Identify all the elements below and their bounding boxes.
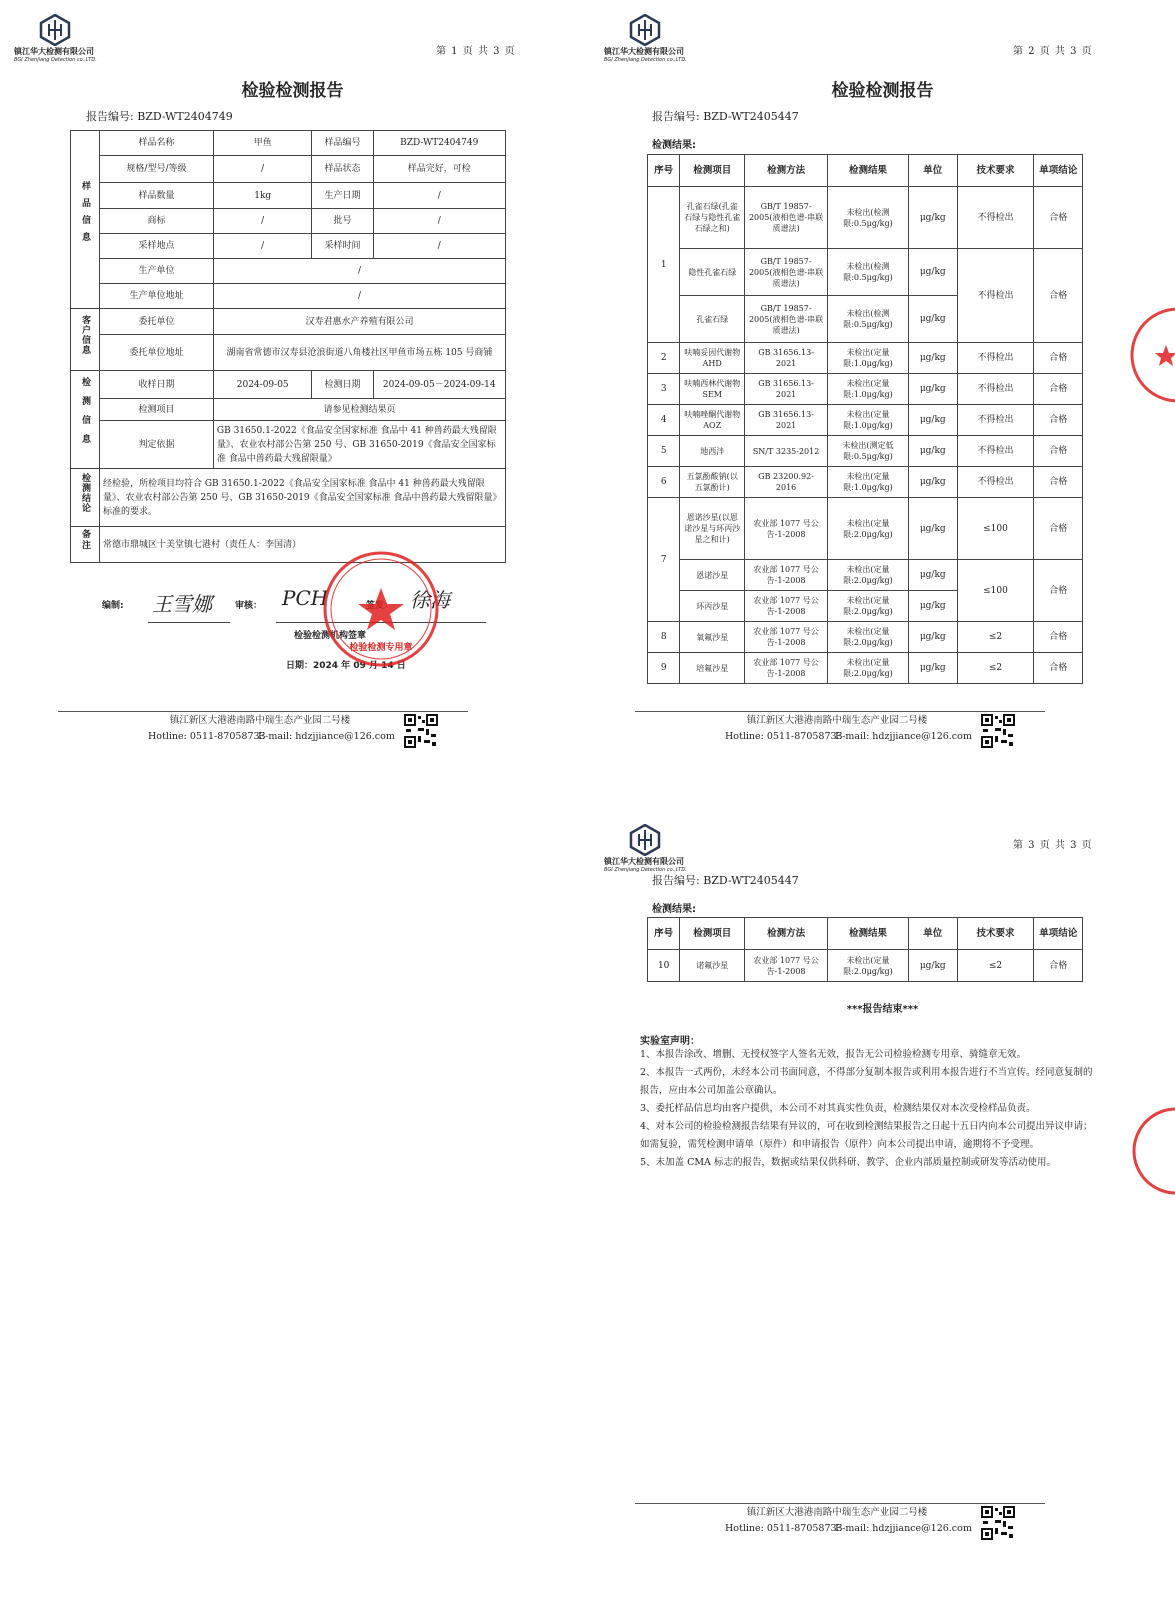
row-result: 未检出(定量限:2.0μg/kg)	[828, 653, 909, 684]
sample-code: BZD-WT2404749	[373, 131, 506, 156]
row-no: 2	[648, 343, 680, 374]
svg-text:检验检测专用章: 检验检测专用章	[349, 643, 413, 653]
company-name-en: BGI Zhenjiang Detection co.,LTD.	[14, 57, 97, 63]
section-sample-label: 样品信息	[80, 181, 90, 249]
items-label: 检测项目	[100, 399, 214, 421]
section-conclusion	[71, 469, 100, 527]
row-item: 呋喃唑酮代谢物 AOZ	[680, 405, 745, 436]
results-table	[647, 154, 1083, 684]
spec-label: 规格/型号/等级	[100, 156, 214, 183]
row-concl: 合格	[1034, 405, 1083, 436]
table-row	[648, 436, 1083, 467]
row-item: 呋喃西林代谢物 SEM	[680, 374, 745, 405]
row-no: 10	[648, 950, 680, 982]
company-logo	[604, 14, 704, 63]
footer-address: 镇江新区大港港南路中瑞生态产业园二号楼	[746, 715, 928, 726]
row-result: 未检出(定量限:2.0μg/kg)	[828, 950, 909, 982]
row-unit: μg/kg	[908, 343, 957, 374]
seam-seal-stamp	[1128, 305, 1175, 405]
row-req: 不得检出	[957, 374, 1034, 405]
col-header: 检测结果	[828, 155, 909, 187]
maker-addr-label: 生产单位地址	[100, 284, 214, 309]
row-method: GB/T 19857-2005(液相色谱-串联质谱法)	[745, 296, 828, 343]
tdate-label: 检测日期	[312, 371, 373, 399]
state-label: 样品状态	[312, 156, 373, 183]
table-row	[648, 343, 1083, 374]
row-concl: 合格	[1034, 950, 1083, 982]
row-concl: 合格	[1034, 343, 1083, 374]
company-logo-icon	[38, 14, 72, 46]
tdate-value: 2024-09-05－2024-09-14	[373, 371, 506, 399]
col-header: 检测项目	[680, 155, 745, 187]
row-unit: μg/kg	[908, 467, 957, 498]
row-item: 恩诺沙星	[680, 560, 745, 591]
col-header: 技术要求	[957, 155, 1034, 187]
reviewer-label: 审核：	[235, 601, 263, 611]
maker-addr-value: /	[213, 284, 505, 309]
editor-label: 编制:	[102, 601, 124, 611]
row-unit: μg/kg	[908, 249, 957, 296]
company-name-en: BGI Zhenjiang Detection co.,LTD.	[604, 57, 687, 63]
company-logo	[14, 14, 114, 63]
row-item: 氧氟沙星	[680, 622, 745, 653]
sample-name-label: 样品名称	[100, 131, 214, 156]
col-header: 序号	[648, 918, 680, 950]
table-row	[648, 187, 1083, 249]
row-result: 未检出(定量限:1.0μg/kg)	[828, 374, 909, 405]
col-header: 检测结果	[828, 918, 909, 950]
row-no: 4	[648, 405, 680, 436]
col-header: 单项结论	[1034, 918, 1083, 950]
client-addr-label: 委托单位地址	[100, 335, 214, 371]
col-header: 单位	[908, 155, 957, 187]
col-header: 检测方法	[745, 918, 828, 950]
editor-signature: 王雪娜	[152, 592, 212, 616]
row-req: 不得检出	[957, 249, 1034, 343]
pdate-value: /	[373, 183, 506, 209]
col-header: 技术要求	[957, 918, 1034, 950]
report-page-3	[590, 810, 1175, 1600]
section-remark-label: 备注	[80, 529, 90, 551]
row-method: 农业部 1077 号公告-1-2008	[745, 622, 828, 653]
org-seal-label: 检验检测机构签章	[294, 631, 367, 641]
footer-email: E-mail: hdzjjiance@126.com	[835, 731, 972, 742]
row-unit: μg/kg	[908, 653, 957, 684]
col-header: 单项结论	[1034, 155, 1083, 187]
items-value: 请参见检测结果页	[213, 399, 505, 421]
row-method: 农业部 1077 号公告-1-2008	[745, 498, 828, 560]
editor-sign-line	[148, 622, 230, 623]
company-logo	[604, 824, 704, 873]
report-title: 检验检测报告	[831, 81, 934, 101]
row-method: 农业部 1077 号公告-1-2008	[745, 591, 828, 622]
declaration-item: 5、未加盖 CMA 标志的报告，数据或结果仅供科研、教学、企业内部质量控制或研发等活动使用。	[640, 1157, 1056, 1168]
company-name-en: BGI Zhenjiang Detection co.,LTD.	[604, 867, 687, 873]
row-unit: μg/kg	[908, 436, 957, 467]
client-label: 委托单位	[100, 309, 214, 335]
declaration-title: 实验室声明：	[640, 1036, 700, 1047]
col-header: 单位	[908, 918, 957, 950]
row-unit: μg/kg	[908, 622, 957, 653]
row-item: 诺氟沙星	[680, 950, 745, 982]
section-remark	[71, 527, 100, 563]
remark-text: 常德市鼎城区十美堂镇七港村（责任人：李国清）	[100, 527, 506, 563]
state-value: 样品完好，可检	[373, 156, 506, 183]
row-item: 五氯酚酸钠(以五氯酚计)	[680, 467, 745, 498]
batch-value: /	[373, 209, 506, 234]
row-method: GB 31656.13-2021	[745, 343, 828, 374]
row-result: 未检出(定量限:2.0μg/kg)	[828, 622, 909, 653]
row-req: 不得检出	[957, 405, 1034, 436]
row-unit: μg/kg	[908, 296, 957, 343]
row-concl: 合格	[1034, 187, 1083, 249]
table-row	[648, 467, 1083, 498]
footer-address: 镇江新区大港港南路中瑞生态产业园二号楼	[746, 1507, 928, 1518]
row-concl: 合格	[1034, 249, 1083, 343]
row-req: 不得检出	[957, 436, 1034, 467]
table-row	[648, 498, 1083, 560]
client-value: 汉寿君惠水产养殖有限公司	[213, 309, 505, 335]
footer-hotline: Hotline: 0511-87058733	[148, 731, 266, 742]
table-row	[648, 622, 1083, 653]
row-method: GB 31656.13-2021	[745, 405, 828, 436]
declaration-list	[640, 1046, 1095, 1172]
row-concl: 合格	[1034, 467, 1083, 498]
row-result: 未检出(测定低限:0.5μg/kg)	[828, 436, 909, 467]
row-method: SN/T 3235-2012	[745, 436, 828, 467]
footer-address: 镇江新区大港港南路中瑞生态产业园二号楼	[169, 715, 351, 726]
maker-value: /	[213, 259, 505, 284]
footer-email: E-mail: hdzjjiance@126.com	[835, 1523, 972, 1534]
row-item: 环丙沙星	[680, 591, 745, 622]
row-no: 9	[648, 653, 680, 684]
row-req: 不得检出	[957, 343, 1034, 374]
basis-value: GB 31650.1-2022《食品安全国家标准 食品中 41 种兽药最大残留限量》、农业农村部公告第 250 号、GB 31650-2019《食品安全国家标准 食品中兽药最大残留限量》	[213, 421, 505, 469]
row-req: 不得检出	[957, 187, 1034, 249]
client-addr-value: 湖南省常德市汉寿县沧浪街道八角楼社区甲鱼市场五栋 105 号商铺	[213, 335, 505, 371]
declaration-item: 1、本报告涂改、增删、无授权签字人签名无效，报告无公司检验检测专用章、骑缝章无效。	[640, 1049, 1027, 1060]
row-unit: μg/kg	[908, 950, 957, 982]
sample-code-label: 样品编号	[312, 131, 373, 156]
row-method: 农业部 1077 号公告-1-2008	[745, 950, 828, 982]
section-conclusion-label: 检测结论	[80, 473, 90, 513]
company-logo-icon	[628, 824, 662, 856]
row-unit: μg/kg	[908, 187, 957, 249]
table-row	[648, 560, 1083, 591]
row-result: 未检出(定量限:2.0μg/kg)	[828, 560, 909, 591]
col-header: 检测方法	[745, 155, 828, 187]
site-value: /	[213, 234, 312, 259]
row-no: 3	[648, 374, 680, 405]
row-concl: 合格	[1034, 560, 1083, 622]
table-row	[648, 405, 1083, 436]
row-unit: μg/kg	[908, 498, 957, 560]
report-page-2	[590, 0, 1175, 790]
row-method: GB 23200.92-2016	[745, 467, 828, 498]
footer-hotline: Hotline: 0511-87058733	[725, 1523, 843, 1534]
qty-label: 样品数量	[100, 183, 214, 209]
page-counter: 第 1 页 共 3 页	[436, 46, 516, 57]
qr-code-icon	[981, 1506, 1015, 1540]
row-concl: 合格	[1034, 622, 1083, 653]
row-result: 未检出(检测限:0.5μg/kg)	[828, 187, 909, 249]
report-title: 检验检测报告	[241, 81, 344, 101]
row-no: 7	[648, 498, 680, 622]
row-unit: μg/kg	[908, 374, 957, 405]
row-method: 农业部 1077 号公告-1-2008	[745, 653, 828, 684]
row-concl: 合格	[1034, 498, 1083, 560]
declaration-item: 4、对本公司的检验检测报告结果有异议的，可在收到检测结果报告之日起十五日内向本公司提出异议申请；如需复验，需凭检测申请单（原件）和申请报告（原件）向本公司提出申请，逾期将不予受理。	[640, 1121, 1093, 1150]
company-logo-icon	[628, 14, 662, 46]
results-label: 检测结果:	[652, 140, 696, 151]
footer-email: E-mail: hdzjjiance@126.com	[258, 731, 395, 742]
row-no: 6	[648, 467, 680, 498]
row-req: ≤2	[957, 653, 1034, 684]
row-concl: 合格	[1034, 436, 1083, 467]
row-req: ≤2	[957, 950, 1034, 982]
row-result: 未检出(定量限:1.0μg/kg)	[828, 343, 909, 374]
declaration-item: 2、本报告一式两份，未经本公司书面同意，不得部分复制本报告或利用本报告进行不当宣传。经同意复制的报告，应由本公司加盖公章确认。	[640, 1067, 1093, 1096]
row-result: 未检出(检测限:0.5μg/kg)	[828, 296, 909, 343]
row-no: 8	[648, 622, 680, 653]
row-item: 培氟沙星	[680, 653, 745, 684]
site-label: 采样地点	[100, 234, 214, 259]
row-unit: μg/kg	[908, 405, 957, 436]
row-method: GB 31656.13-2021	[745, 374, 828, 405]
sample-name: 甲鱼	[213, 131, 312, 156]
row-unit: μg/kg	[908, 591, 957, 622]
inspection-seal-stamp	[322, 550, 440, 668]
brand-label: 商标	[100, 209, 214, 234]
reviewer-signature: PCH	[282, 586, 329, 610]
page-counter: 第 3 页 共 3 页	[1013, 840, 1093, 851]
report-end-marker: ***报告结束***	[846, 1004, 919, 1015]
row-req: 不得检出	[957, 467, 1034, 498]
section-test	[71, 371, 100, 469]
row-result: 未检出(定量限:1.0μg/kg)	[828, 405, 909, 436]
basis-label: 判定依据	[100, 421, 214, 469]
row-unit: μg/kg	[908, 560, 957, 591]
row-item: 恩诺沙星(以恩诺沙星与环丙沙星之和计)	[680, 498, 745, 560]
results-table	[647, 917, 1083, 982]
footer-hotline: Hotline: 0511-87058733	[725, 731, 843, 742]
col-header: 序号	[648, 155, 680, 187]
approver-signature: 徐海	[410, 588, 450, 612]
issue-date: 日期：2024 年 09 月 14 日	[286, 661, 406, 671]
spec-value: /	[213, 156, 312, 183]
row-item: 孔雀石绿(孔雀石绿与隐性孔雀石绿之和)	[680, 187, 745, 249]
report-number: 报告编号: BZD-WT2405447	[652, 874, 799, 887]
row-concl: 合格	[1034, 374, 1083, 405]
row-method: GB/T 19857-2005(液相色谱-串联质谱法)	[745, 187, 828, 249]
table-row	[648, 950, 1083, 982]
stime-value: /	[373, 234, 506, 259]
qr-code-icon	[981, 714, 1015, 748]
row-result: 未检出(定量限:1.0μg/kg)	[828, 467, 909, 498]
maker-label: 生产单位	[100, 259, 214, 284]
row-result: 未检出(检测限:0.5μg/kg)	[828, 249, 909, 296]
company-name: 镇江华大检测有限公司	[604, 857, 684, 866]
row-result: 未检出(定量限:2.0μg/kg)	[828, 498, 909, 560]
qty-value: 1kg	[213, 183, 312, 209]
row-no: 1	[648, 187, 680, 343]
row-req: ≤100	[957, 498, 1034, 560]
qr-code-icon	[404, 714, 438, 748]
seam-seal-stamp	[1128, 1106, 1175, 1196]
row-method: GB/T 19857-2005(液相色谱-串联质谱法)	[745, 249, 828, 296]
results-label: 检测结果:	[652, 904, 696, 915]
row-no: 5	[648, 436, 680, 467]
company-name: 镇江华大检测有限公司	[604, 47, 684, 56]
col-header: 检测项目	[680, 918, 745, 950]
conclusion-text: 经检验，所检项目均符合 GB 31650.1-2022《食品安全国家标准 食品中 41 种兽药最大残留限量》、农业农村部公告第 250 号、GB 31650-2019《食品安全国家标准 食品中兽药最大残留限量》 标准的要求。	[100, 469, 506, 527]
row-method: 农业部 1077 号公告-1-2008	[745, 560, 828, 591]
table-row	[648, 653, 1083, 684]
sample-info-table	[70, 130, 506, 563]
section-test-label: 检测信息	[80, 377, 90, 453]
declaration-item: 3、委托样品信息均由客户提供，本公司不对其真实性负责，检测结果仅对本次受检样品负责。	[640, 1103, 1036, 1114]
row-concl: 合格	[1034, 653, 1083, 684]
page-counter: 第 2 页 共 3 页	[1013, 46, 1093, 57]
section-sample	[71, 131, 100, 309]
report-page-1	[0, 0, 585, 790]
recv-label: 收样日期	[100, 371, 214, 399]
batch-label: 批号	[312, 209, 373, 234]
row-item: 孔雀石绿	[680, 296, 745, 343]
row-req: ≤100	[957, 560, 1034, 622]
stime-label: 采样时间	[312, 234, 373, 259]
section-client	[71, 309, 100, 371]
report-number: 报告编号: BZD-WT2405447	[652, 110, 799, 123]
report-number: 报告编号: BZD-WT2404749	[86, 110, 233, 123]
pdate-label: 生产日期	[312, 183, 373, 209]
row-item: 地西泮	[680, 436, 745, 467]
row-req: ≤2	[957, 622, 1034, 653]
row-item: 隐性孔雀石绿	[680, 249, 745, 296]
table-row	[648, 249, 1083, 296]
row-result: 未检出(定量限:2.0μg/kg)	[828, 591, 909, 622]
brand-value: /	[213, 209, 312, 234]
row-item: 呋喃妥因代谢物 AHD	[680, 343, 745, 374]
recv-value: 2024-09-05	[213, 371, 312, 399]
company-name: 镇江华大检测有限公司	[14, 47, 94, 56]
table-row	[648, 374, 1083, 405]
section-client-label: 客户信息	[80, 315, 90, 355]
